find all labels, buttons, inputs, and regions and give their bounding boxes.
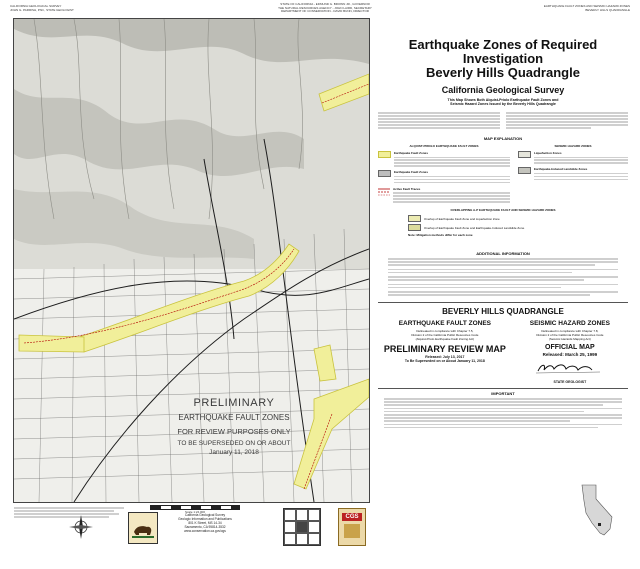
compass-rose-icon (68, 514, 94, 540)
quadrangle-map[interactable] (13, 18, 370, 503)
note-line (14, 516, 109, 518)
main-title-line1: Earthquake Zones of Required Investigation (408, 37, 598, 66)
overlay-line5: January 11, 2018 (209, 449, 259, 456)
address-block (165, 513, 245, 533)
alquist-priolo-legend (378, 144, 510, 204)
fault-trace-symbol-icon (378, 187, 390, 197)
overlap-item2: Overlap of Earthquake Fault Zone and Earthquake-Induced Landslide Zone (424, 225, 525, 230)
subtitle-line1: This Map Shows Both Alquist-Priolo Earthquake Fault Zones and (447, 98, 559, 102)
address-line5: www.conservation.ca.gov/cgs (184, 529, 226, 533)
scale-text: Scale 1:24,000 (184, 510, 205, 514)
header-center (255, 3, 395, 14)
overlap-heading: OVERLAPPING A-P EARTHQUAKE FAULT AND SEISMIC HAZARD ZONES (450, 208, 556, 213)
state-geologist-label: STATE GEOLOGIST (553, 379, 587, 384)
header-left-line1: CALIFORNIA GEOLOGICAL SURVEY (10, 4, 62, 8)
agency-name: California Geological Survey (441, 85, 565, 95)
california-seal-logo (128, 512, 158, 544)
review-map-title: PRELIMINARY REVIEW MAP (383, 343, 506, 354)
state-geologist-signature (530, 361, 610, 375)
sh-line2: Division 2 of the California Public Resources Code (536, 332, 604, 337)
liquefaction-swatch (518, 151, 531, 158)
ef-line3: (Alquist-Priolo Earthquake Fault Zoning Act) (415, 336, 475, 341)
header-right-line2: BEVERLY HILLS QUADRANGLE (585, 7, 630, 12)
ef-heading: EARTHQUAKE FAULT ZONES (398, 319, 492, 327)
additional-info-text (388, 258, 618, 296)
ef-line2: Division 2 of the California Public Resources Code (411, 332, 479, 337)
current-quadrangle-cell (296, 521, 308, 533)
address-line3: 801 K Street, MS 14-34 (188, 521, 222, 525)
map-explanation (378, 144, 628, 204)
address-line4: Sacramento, CA 95814-3532 (184, 525, 226, 529)
legend-item2: Earthquake Fault Zones (394, 170, 429, 175)
cgs-logo-label: CGS (342, 513, 362, 521)
landslide-swatch (518, 167, 531, 174)
seismic-hazard-legend (518, 144, 628, 204)
header-center-line2: THE NATURAL RESOURCES AGENCY - JOHN LAIRD, SECRETARY (278, 5, 372, 10)
header-center-line3: DEPARTMENT OF CONSERVATION - DAVID BUNN, DIRECTOR (281, 9, 369, 13)
note-line (14, 513, 119, 515)
header-left-line2: JOHN G. PARRISH, PhD., STATE GEOLOGIST (10, 7, 74, 12)
sh-line1: Delineated in compliance with Chapter 7.8, (541, 328, 599, 333)
released-date: Released: July 13, 2017 (425, 354, 465, 359)
important-heading: IMPORTANT (491, 390, 515, 396)
note-line (14, 510, 114, 512)
superseded-date: To Be Superseded on or About January 11, 2018 (404, 358, 485, 363)
header-left (10, 5, 130, 12)
legend-item1: Earthquake Fault Zones (394, 151, 429, 156)
overlay-line2: EARTHQUAKE FAULT ZONES (178, 413, 290, 422)
address-line1: California Geological Survey (184, 513, 226, 517)
quadrangle-name: BEVERLY HILLS QUADRANGLE (442, 306, 564, 316)
important-notes (384, 398, 622, 428)
additional-info-title: ADDITIONAL INFORMATION (476, 251, 530, 257)
overlap-legend (408, 215, 558, 237)
bear-icon (129, 513, 157, 543)
sh-legend-heading: SEISMIC HAZARD ZONES (554, 144, 592, 149)
overlay-line3: FOR REVIEW PURPOSES ONLY (177, 427, 291, 436)
sh-line3: (Seismic Hazards Mapping Act) (548, 336, 591, 341)
california-location-icon (578, 483, 618, 538)
official-map-title: OFFICIAL MAP (545, 343, 595, 351)
ef-line1: Delineated in compliance with Chapter 7.5, (416, 328, 474, 333)
sh-released-date: Released: March 25, 1999 (542, 351, 598, 357)
sh-heading: SEISMIC HAZARD ZONES (529, 319, 610, 327)
subtitle-line2: Seismic Hazard Zones Issued by the Beverly Hills Quadrangle (450, 102, 556, 107)
fault-zone-west (19, 335, 84, 352)
map-sidebar (378, 18, 628, 558)
note-line (14, 507, 124, 509)
overlap-note: Note: Mitigation methods differ for each zone (408, 233, 473, 238)
quadrangle-index-grid (283, 508, 321, 546)
header-right-line1: EARTHQUAKE FAULT ZONES AND SEISMIC HAZARD ZONES (543, 4, 630, 8)
intro-paragraphs (378, 111, 628, 130)
header-center-line1: STATE OF CALIFORNIA - EDMUND G. BROWN JR., GOVERNOR (280, 2, 370, 6)
header-right (520, 5, 630, 12)
seismic-hazard-status (512, 320, 628, 384)
legend-right-item1: Liquefaction Zones (534, 151, 562, 156)
main-title-line2: Beverly Hills Quadrangle (426, 65, 580, 80)
fault-zone-status (378, 320, 512, 384)
fault-zone-swatch-gray (378, 170, 391, 177)
legend-item3: Active Fault Traces (393, 186, 421, 191)
overlay-line4: TO BE SUPERSEDED ON OR ABOUT (177, 440, 291, 447)
overlap-item1: Overlap of Earthquake Fault Zone and Liquefaction Zone (424, 216, 500, 221)
fault-zone-swatch (378, 151, 391, 158)
cgs-logo (338, 508, 366, 546)
legend-right-item2: Earthquake-Induced Landslide Zones (534, 167, 588, 172)
overlay-line1: PRELIMINARY (193, 397, 275, 409)
ap-heading: ALQUIST-PRIOLO EARTHQUAKE FAULT ZONES (409, 144, 479, 149)
preliminary-overlay (134, 397, 334, 457)
map-explanation-title: MAP EXPLANATION (483, 136, 523, 142)
address-line2: Geologic Information and Publications (178, 517, 232, 521)
zone-status-columns (378, 320, 628, 384)
